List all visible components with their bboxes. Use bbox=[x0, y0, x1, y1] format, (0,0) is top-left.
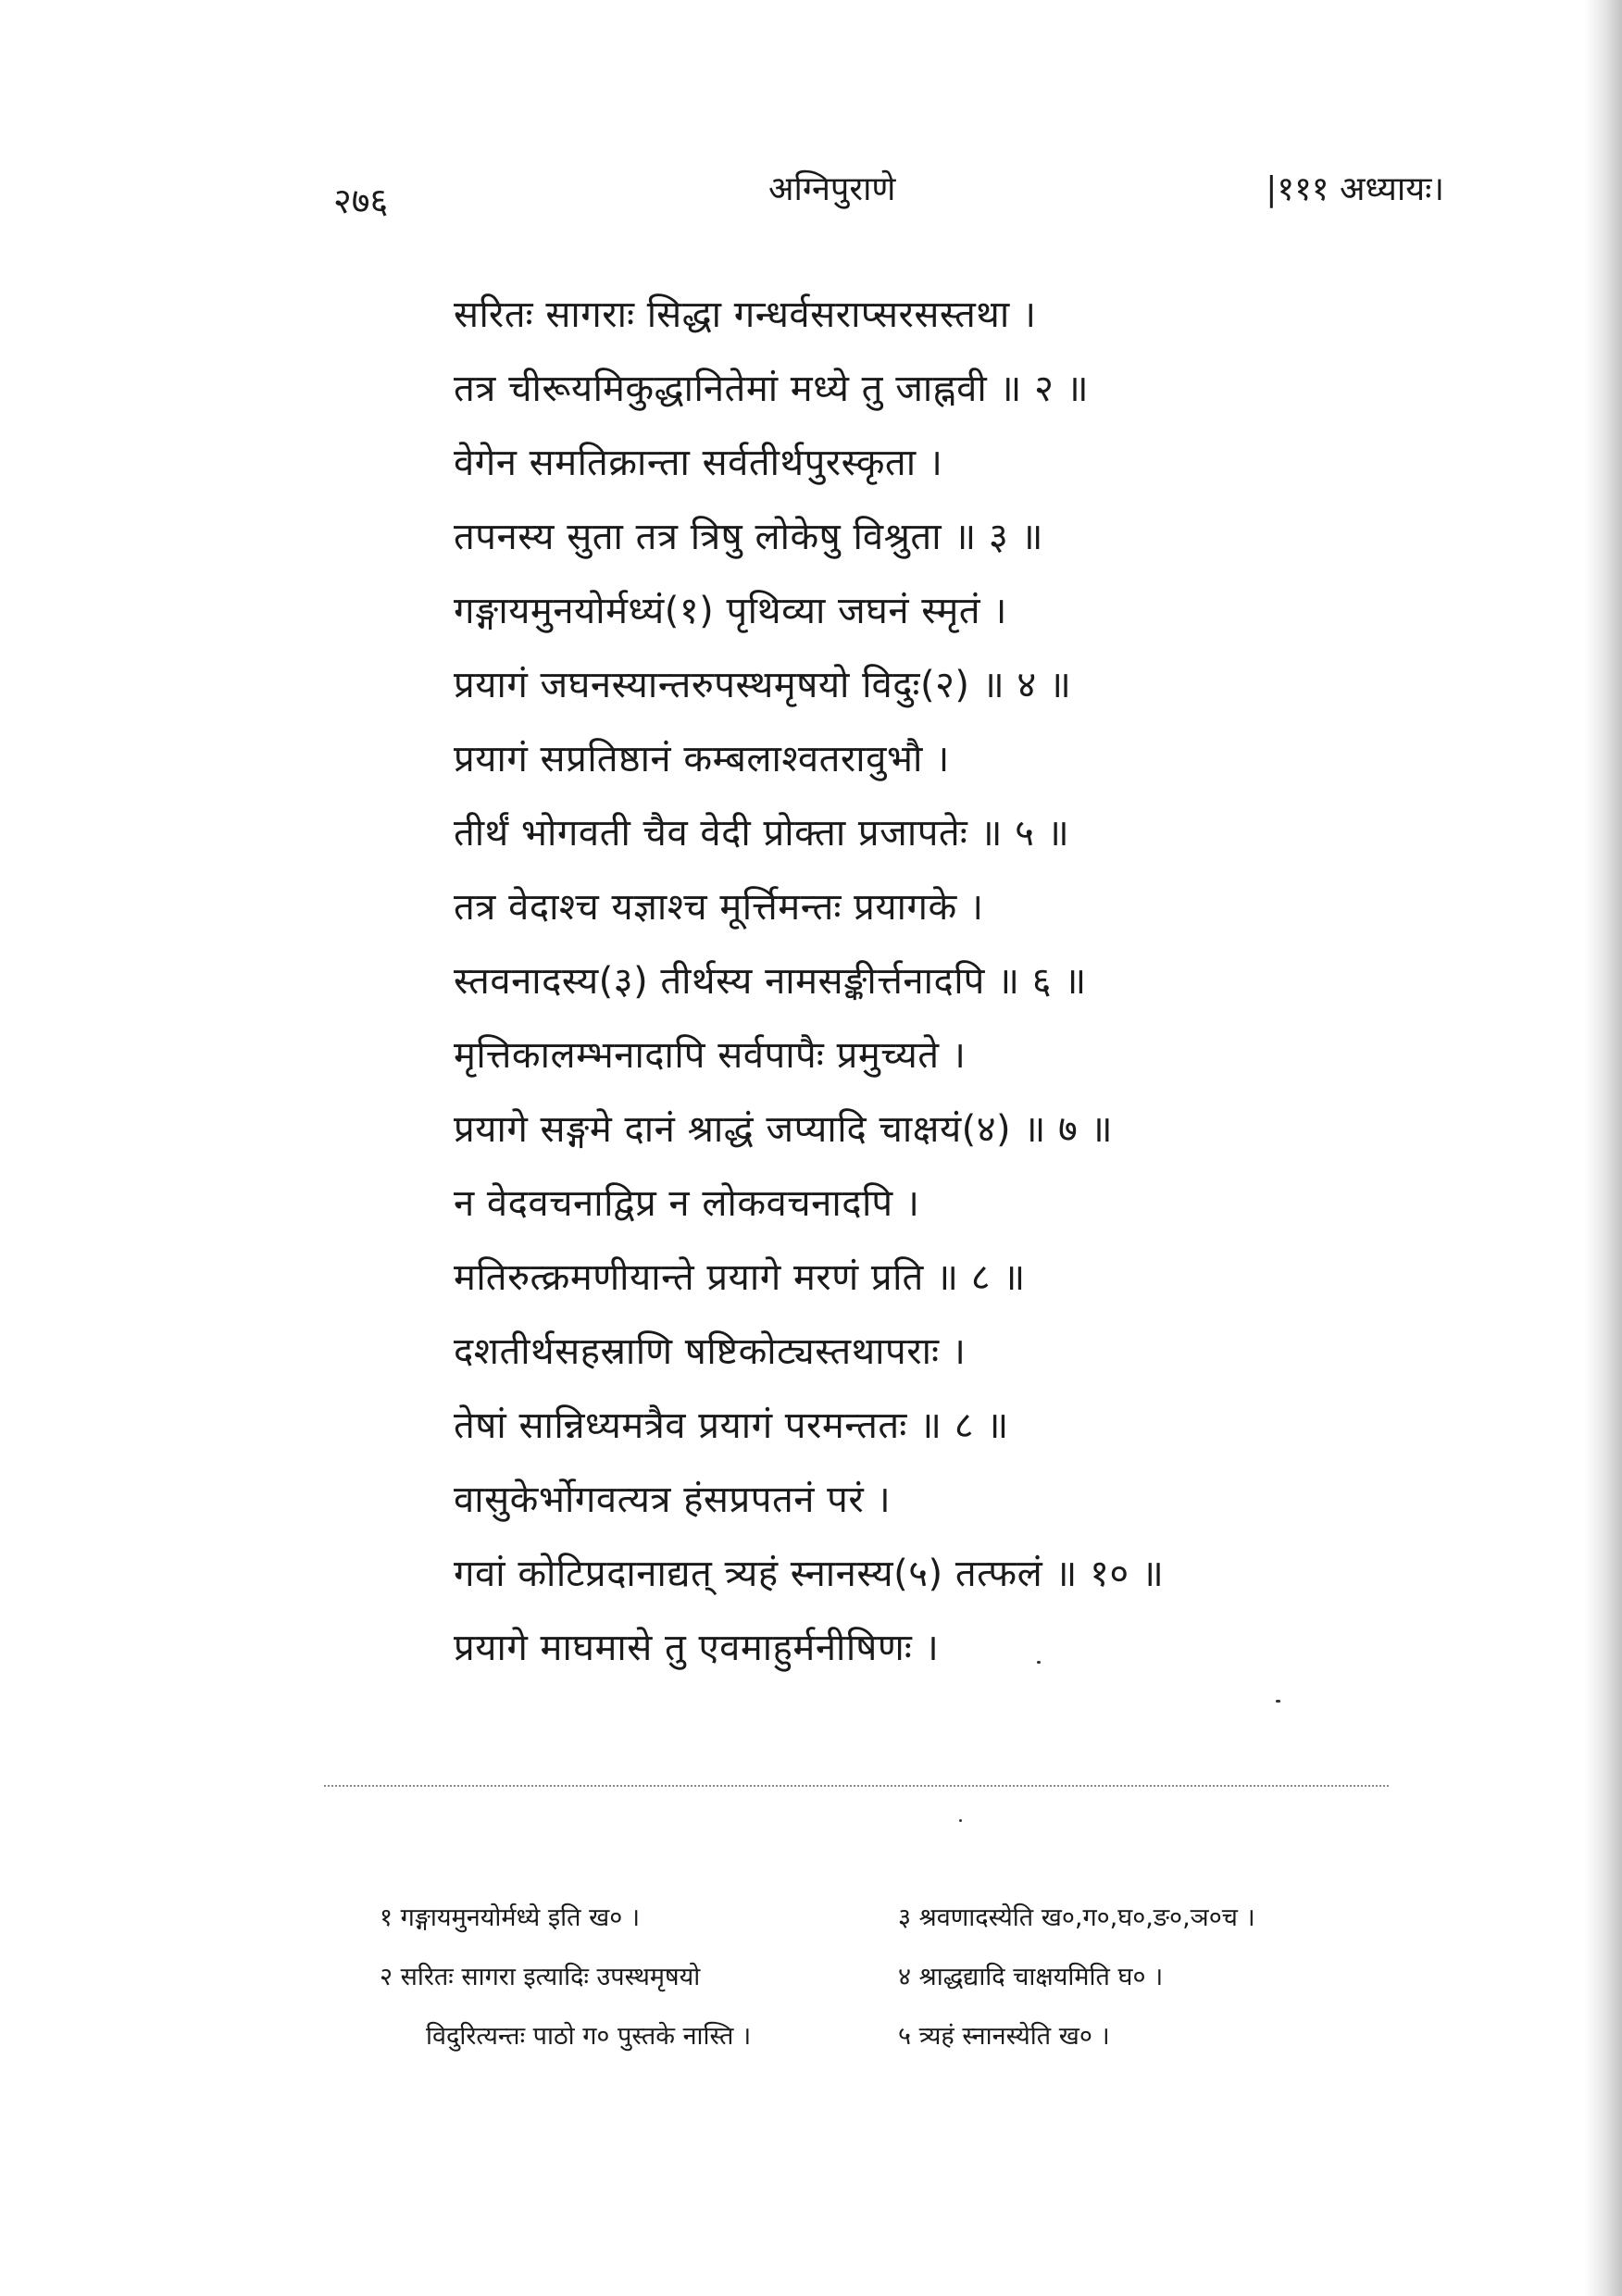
verse-block bbox=[454, 278, 1379, 1685]
verse-line: प्रयागे सङ्गमे दानं श्राद्धं जप्यादि चाक्षयं(४) ॥ ७ ॥ bbox=[454, 1108, 1114, 1151]
verse-line: तेषां सान्निध्यमत्रैव प्रयागं परमन्ततः ॥ ८ ॥ bbox=[454, 1404, 1009, 1447]
footnotes bbox=[380, 1889, 1444, 2066]
footnote-2-continued: विदुरित्यन्तः पाठो ग० पुस्तके नास्ति । bbox=[426, 2022, 752, 2051]
verse-line: दशतीर्थसहस्राणि षष्टिकोट्यस्तथापराः । bbox=[454, 1330, 967, 1373]
page-edge-shadow bbox=[1585, 0, 1622, 2296]
running-title: अग्निपुराणे bbox=[768, 170, 896, 208]
footnote-row bbox=[380, 1948, 1444, 2007]
page-header bbox=[315, 165, 1444, 220]
verse-line: तत्र चीरूयमिकुद्धानितेमां मध्ये तु जाह्नवी ॥ २ ॥ bbox=[454, 368, 1090, 410]
footnote-5: ५ त्र्यहं स्नानस्येति ख० । bbox=[898, 2022, 1110, 2051]
verse-line: गङ्गायमुनयोर्मध्यं(१) पृथिव्या जघनं स्मृतं । bbox=[454, 590, 1007, 632]
verse-line: वासुकेर्भोगवत्यत्र हंसप्रपतनं परं । bbox=[454, 1479, 892, 1521]
verse-line: तपनस्य सुता तत्र त्रिषु लोकेषु विश्रुता ॥ ३ ॥ bbox=[454, 516, 1043, 558]
footnote-3: ३ श्रवणादस्येति ख०,ग०,घ०,ङ०,ञ०च । bbox=[898, 1903, 1255, 1932]
footnote-2: २ सरितः सागरा इत्यादिः उपस्थमृषयो bbox=[380, 1963, 701, 1991]
scan-speck bbox=[959, 1819, 962, 1822]
verse-line: मृत्तिकालम्भनादापि सर्वपापैः प्रमुच्यते । bbox=[454, 1034, 967, 1077]
footnote-divider bbox=[324, 1785, 1389, 1787]
verse-line: प्रयागं जघनस्यान्तरुपस्थमृषयो विदुः(२) ॥ ४ ॥ bbox=[454, 664, 1072, 706]
scan-speck bbox=[1276, 1700, 1280, 1703]
verse-line: वेगेन समतिक्रान्ता सर्वतीर्थपुरस्कृता । bbox=[454, 442, 943, 484]
verse-line: न वेदवचनाद्विप्र न लोकवचनादपि । bbox=[454, 1182, 920, 1225]
verse-line: मतिरुत्क्रमणीयान्ते प्रयागे मरणं प्रति ॥ ८ ॥ bbox=[454, 1256, 1026, 1299]
verse-line: प्रयागे माघमासे तु एवमाहुर्मनीषिणः । bbox=[454, 1627, 940, 1669]
page-number: २७६ bbox=[333, 181, 389, 221]
footnote-1: १ गङ्गायमुनयोर्मध्ये इति ख० । bbox=[380, 1903, 641, 1932]
verse-line: स्तवनादस्य(३) तीर्थस्य नामसङ्कीर्त्तनादपि ॥ ६ ॥ bbox=[454, 960, 1087, 1003]
chapter-label: |१११ अध्यायः। bbox=[1266, 170, 1444, 208]
verse-line: सरितः सागराः सिद्धा गन्धर्वसराप्सरसस्तथा । bbox=[454, 293, 1037, 336]
verse-line: गवां कोटिप्रदानाद्यत् त्र्यहं स्नानस्य(५) तत्फलं ॥ १० ॥ bbox=[454, 1553, 1165, 1595]
verse-line: तत्र वेदाश्च यज्ञाश्च मूर्त्तिमन्तः प्रयागके । bbox=[454, 886, 984, 929]
footnote-row bbox=[380, 2007, 1444, 2066]
verse-line: प्रयागं सप्रतिष्ठानं कम्बलाश्वतरावुभौ । bbox=[454, 738, 950, 780]
footnote-row bbox=[380, 1889, 1444, 1948]
footnote-4: ४ श्राद्धद्यादि चाक्षयमिति घ० । bbox=[898, 1963, 1164, 1991]
scan-speck bbox=[1037, 1661, 1041, 1664]
verse-line: तीर्थं भोगवती चैव वेदी प्रोक्ता प्रजापतेः ॥ ५ ॥ bbox=[454, 812, 1070, 855]
